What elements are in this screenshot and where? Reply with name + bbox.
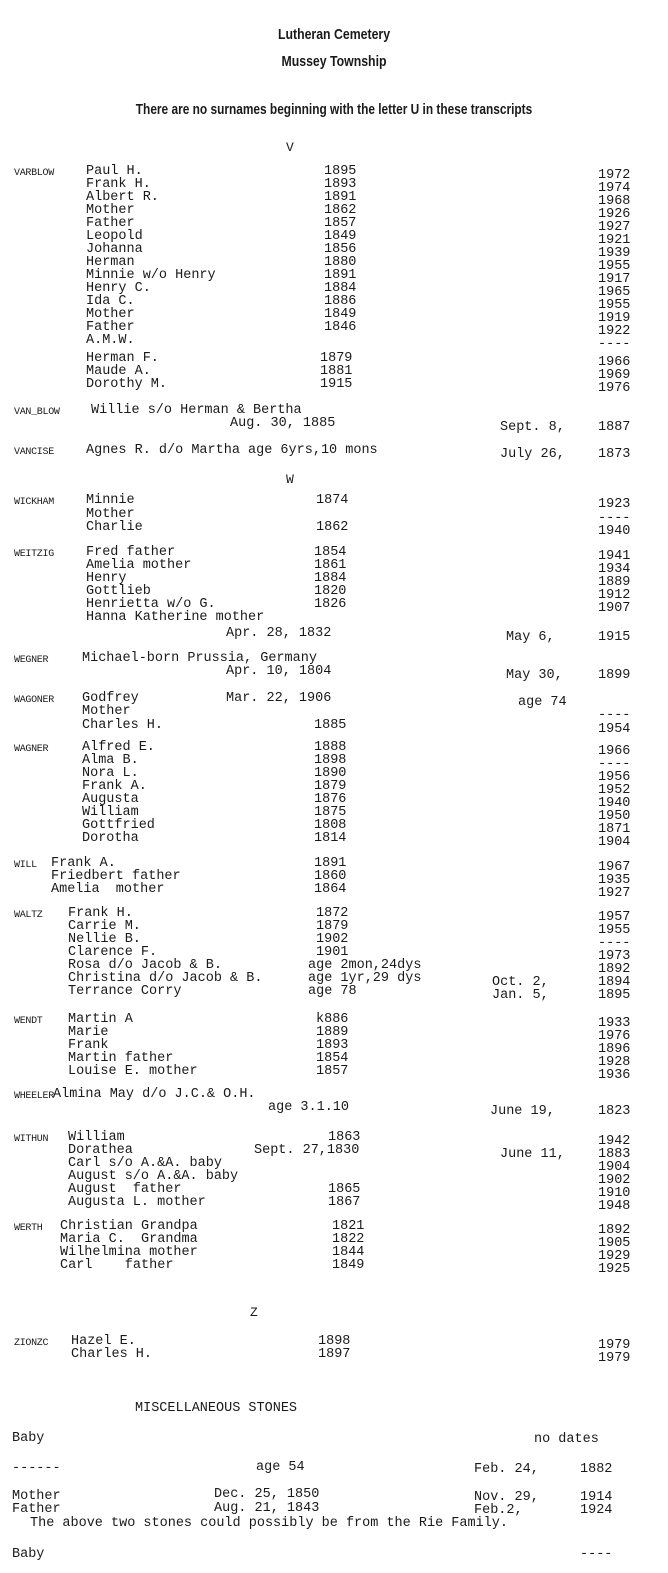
death-date: age 74	[518, 695, 567, 710]
birth-date: 1898	[318, 1334, 351, 1349]
birth-date: 1879	[316, 919, 349, 934]
person-name: Herman F.	[86, 351, 159, 366]
surname: WITHUN	[14, 1134, 49, 1145]
death-year: 1905	[598, 1236, 631, 1251]
death-year: 1929	[598, 1249, 631, 1264]
death-year: 1955	[598, 923, 631, 938]
person-name: Albert R.	[86, 190, 159, 205]
misc-heading: MISCELLANEOUS STONES	[135, 1401, 298, 1416]
person-name: Gottfried	[82, 818, 155, 833]
birth-date: 1826	[314, 597, 347, 612]
person-name: William	[82, 805, 139, 820]
death-year: 1954	[598, 722, 631, 737]
death-year: 1966	[598, 744, 631, 759]
misc-mother-birth: Dec. 25, 1850	[214, 1487, 320, 1502]
person-name: Carrie M.	[68, 919, 141, 934]
death-date: May 30,	[506, 668, 563, 683]
birth-date: 1849	[324, 229, 357, 244]
death-year: 1871	[598, 822, 631, 837]
misc-father-deathdate: Feb.2,	[474, 1503, 523, 1518]
birth-date: age 2mon,24dys	[308, 958, 422, 973]
person-name: Mother	[86, 203, 135, 218]
birth-date: 1902	[316, 932, 349, 947]
birth-date: 1867	[328, 1195, 361, 1210]
birth-date: 1821	[332, 1219, 365, 1234]
birth-date: 1897	[318, 1347, 351, 1362]
death-date: Sept. 8,	[500, 420, 565, 435]
death-year: 1957	[598, 910, 631, 925]
person-name: Agnes R. d/o Martha age 6yrs,10 mons	[86, 443, 378, 458]
person-name: Almina May d/o J.C.& O.H.	[53, 1087, 256, 1102]
death-year: 1919	[598, 311, 631, 326]
misc-mother-year: 1914	[580, 1490, 613, 1505]
surname: WERTH	[14, 1223, 43, 1234]
death-year: 1887	[598, 420, 631, 435]
death-year: 1968	[598, 194, 631, 209]
misc-age: age 54	[256, 1460, 305, 1475]
birth-date: Aug. 30, 1885	[230, 416, 336, 431]
person-name: Marie	[68, 1025, 109, 1040]
death-year: 1948	[598, 1199, 631, 1214]
death-year: 1979	[598, 1338, 631, 1353]
person-name: Maude A.	[86, 364, 151, 379]
birth-date: 1890	[314, 766, 347, 781]
death-year: 1935	[598, 873, 631, 888]
document-title: Lutheran Cemetery	[277, 26, 391, 43]
death-date: June 19,	[490, 1104, 555, 1119]
surname: WEITZIG	[14, 549, 54, 560]
birth-date: 1881	[320, 364, 353, 379]
birth-date: 1857	[316, 1064, 349, 1079]
death-year: 1933	[598, 1016, 631, 1031]
surname: WAGONER	[14, 695, 54, 706]
person-name: Terrance Corry	[68, 984, 182, 999]
person-name: Alma B.	[82, 753, 139, 768]
death-year: 1976	[598, 381, 631, 396]
person-name: Christian Grandpa	[60, 1219, 198, 1234]
person-name: Frank H.	[86, 177, 151, 192]
surname: WENDT	[14, 1016, 43, 1027]
death-year: 1967	[598, 860, 631, 875]
birth-date: 1856	[324, 242, 357, 257]
death-year: 1950	[598, 809, 631, 824]
person-name: Henry C.	[86, 281, 151, 296]
person-name: Rosa d/o Jacob & B.	[68, 958, 222, 973]
birth-date: 1901	[316, 945, 349, 960]
misc-feb-year: 1882	[580, 1462, 613, 1477]
birth-date: 1891	[324, 190, 357, 205]
person-name: Frank	[68, 1038, 109, 1053]
birth-date: 1879	[314, 779, 347, 794]
birth-date: 1884	[314, 571, 347, 586]
person-name: Carl father	[60, 1258, 174, 1273]
person-name: Godfrey	[82, 691, 139, 706]
person-name: Michael-born Prussia, Germany	[82, 651, 317, 666]
birth-date: 1875	[314, 805, 347, 820]
death-year: 1902	[598, 1173, 631, 1188]
person-name: Nora L.	[82, 766, 139, 781]
person-name: Henrietta w/o G.	[86, 597, 216, 612]
death-year: 1939	[598, 246, 631, 261]
person-name: William	[68, 1130, 125, 1145]
person-name: Frank A.	[82, 779, 147, 794]
person-name: Wilhelmina mother	[60, 1245, 198, 1260]
person-name: Henry	[86, 571, 127, 586]
misc-feb: Feb. 24,	[474, 1462, 539, 1477]
misc-no-dates: no dates	[534, 1432, 599, 1447]
person-name: Dorothy M.	[86, 377, 168, 392]
birth-date: 1879	[320, 351, 353, 366]
person-name: Charles H.	[71, 1347, 153, 1362]
death-year: 1873	[598, 447, 631, 462]
birth-date: 1860	[314, 869, 347, 884]
birth-date: 1857	[324, 216, 357, 231]
death-year: 1969	[598, 368, 631, 383]
birth-date: 1814	[314, 831, 347, 846]
section-letter-z: Z	[250, 1305, 258, 1320]
header-note: There are no surnames beginning with the letter U in these transcripts	[135, 102, 533, 118]
birth-date: 1872	[316, 906, 349, 921]
surname: WEGNER	[14, 655, 49, 666]
birth-date: 1888	[314, 740, 347, 755]
birth-date: 1846	[324, 320, 357, 335]
death-year: ----	[598, 757, 631, 772]
death-year: 1904	[598, 835, 631, 850]
death-date: June 11,	[500, 1147, 565, 1162]
death-year: 1955	[598, 259, 631, 274]
birth-date: 1808	[314, 818, 347, 833]
death-year: 1915	[598, 630, 631, 645]
surname: ZIONZC	[14, 1338, 49, 1349]
surname: VANCISE	[14, 447, 54, 458]
misc-baby-2: Baby	[12, 1547, 45, 1562]
person-name: Minnie	[86, 493, 135, 508]
birth-date: 1884	[324, 281, 357, 296]
birth-date: 1854	[316, 1051, 349, 1066]
person-name: Alfred E.	[82, 740, 155, 755]
person-name: Maria C. Grandma	[60, 1232, 198, 1247]
person-name: Charlie	[86, 520, 143, 535]
death-year: 1917	[598, 272, 631, 287]
section-letter-v: V	[286, 140, 294, 155]
death-year: 1940	[598, 524, 631, 539]
birth-date: 1891	[314, 856, 347, 871]
birth-date: age 1yr,29 dys	[308, 971, 422, 986]
surname: VARBLOW	[14, 168, 54, 179]
birth-date: Apr. 28, 1832	[226, 626, 332, 641]
person-name: August father	[68, 1182, 182, 1197]
death-year: 1940	[598, 796, 631, 811]
person-name: Amelia mother	[86, 558, 192, 573]
birth-date: 1891	[324, 268, 357, 283]
death-year: 1823	[598, 1104, 631, 1119]
death-date: May 6,	[506, 630, 555, 645]
death-year: 1965	[598, 285, 631, 300]
person-name: Nellie B.	[68, 932, 141, 947]
birth-date: 1889	[316, 1025, 349, 1040]
person-name: Augusta L. mother	[68, 1195, 206, 1210]
surname: VAN_BLOW	[14, 407, 60, 418]
death-year: 1934	[598, 562, 631, 577]
death-year: 1941	[598, 549, 631, 564]
person-name: A.M.W.	[86, 333, 135, 348]
death-year: 1922	[598, 324, 631, 339]
death-year: 1936	[598, 1068, 631, 1083]
death-year: 1895	[598, 988, 631, 1003]
misc-dashes: ------	[12, 1461, 61, 1476]
person-name: Dorathea	[68, 1143, 133, 1158]
misc-mother-deathdate: Nov. 29,	[474, 1490, 539, 1505]
birth-date: 1880	[324, 255, 357, 270]
death-year: 1973	[598, 949, 631, 964]
person-name: Hazel E.	[71, 1334, 136, 1349]
death-year: 1952	[598, 783, 631, 798]
death-year: 1894	[598, 975, 631, 990]
death-year: 1912	[598, 588, 631, 603]
birth-date: 1863	[328, 1130, 361, 1145]
birth-date: k886	[316, 1012, 349, 1027]
death-year: 1899	[598, 668, 631, 683]
death-year: 1892	[598, 1223, 631, 1238]
death-year: 1966	[598, 355, 631, 370]
death-date: Oct. 2,	[492, 975, 549, 990]
person-name: Fred father	[86, 545, 176, 560]
person-name: Herman	[86, 255, 135, 270]
birth-date: 1864	[314, 882, 347, 897]
person-name: Augusta	[82, 792, 139, 807]
birth-date: 1849	[324, 307, 357, 322]
person-name: Johanna	[86, 242, 143, 257]
death-year: 1974	[598, 181, 631, 196]
misc-baby-1: Baby	[12, 1431, 45, 1446]
birth-date: 1895	[324, 164, 357, 179]
death-year: 1972	[598, 168, 631, 183]
death-year: 1892	[598, 962, 631, 977]
birth-date: 1854	[314, 545, 347, 560]
death-year: ----	[598, 337, 631, 352]
person-name: Frank H.	[68, 906, 133, 921]
death-year: 1896	[598, 1042, 631, 1057]
death-date: Jan. 5,	[492, 988, 549, 1003]
birth-date: 1885	[314, 718, 347, 733]
birth-date: 1898	[314, 753, 347, 768]
person-name: Ida C.	[86, 294, 135, 309]
person-name: Father	[86, 320, 135, 335]
death-year: 1925	[598, 1262, 631, 1277]
death-year: 1927	[598, 886, 631, 901]
birth-date: age 3.1.10	[268, 1100, 350, 1115]
person-name: Christina d/o Jacob & B.	[68, 971, 263, 986]
person-name: Willie s/o Herman & Bertha	[91, 403, 302, 418]
surname: WALTZ	[14, 910, 43, 921]
birth-date: 1849	[332, 1258, 365, 1273]
birth-date: 1915	[320, 377, 353, 392]
birth-date: Sept. 27,1830	[254, 1143, 360, 1158]
document-subtitle: Mussey Township	[281, 53, 387, 70]
misc-father-year: 1924	[580, 1503, 613, 1518]
surname: WAGNER	[14, 744, 49, 755]
death-year: 1955	[598, 298, 631, 313]
person-name: Leopold	[86, 229, 143, 244]
surname: WHEELER	[14, 1091, 54, 1102]
birth-date: 1893	[316, 1038, 349, 1053]
birth-date: 1820	[314, 584, 347, 599]
misc-father: Father	[12, 1502, 61, 1517]
person-name: August s/o A.&A. baby	[68, 1169, 239, 1184]
section-letter-w: W	[286, 472, 294, 487]
person-name: Charles H.	[82, 718, 164, 733]
person-name: Dorotha	[82, 831, 139, 846]
misc-note: The above two stones could possibly be from the Rie Family.	[30, 1516, 508, 1531]
death-year: 1928	[598, 1055, 631, 1070]
birth-date: 1862	[316, 520, 349, 535]
birth-date: 1862	[324, 203, 357, 218]
birth-date: 1844	[332, 1245, 365, 1260]
person-name: Hanna Katherine mother	[86, 610, 265, 625]
misc-mother: Mother	[12, 1489, 61, 1504]
person-name: Gottlieb	[86, 584, 151, 599]
person-name: Friedbert father	[51, 869, 181, 884]
person-name: Mother	[86, 507, 135, 522]
person-name: Father	[86, 216, 135, 231]
death-year: 1883	[598, 1147, 631, 1162]
birth-date: 1886	[324, 294, 357, 309]
birth-date: 1876	[314, 792, 347, 807]
death-year: 1910	[598, 1186, 631, 1201]
death-year: ----	[598, 936, 631, 951]
person-name: Clarence F.	[68, 945, 158, 960]
person-name: Minnie w/o Henry	[86, 268, 216, 283]
person-name: Amelia mother	[51, 882, 165, 897]
person-name: Mother	[86, 307, 135, 322]
death-year: 1927	[598, 220, 631, 235]
birth-date: Apr. 10, 1804	[226, 664, 332, 679]
person-name: Louise E. mother	[68, 1064, 198, 1079]
person-name: Martin A	[68, 1012, 133, 1027]
death-year: 1904	[598, 1160, 631, 1175]
person-name: Frank A.	[51, 856, 116, 871]
birth-date: 1893	[324, 177, 357, 192]
misc-baby-2-year: ----	[580, 1547, 613, 1562]
death-year: 1942	[598, 1134, 631, 1149]
surname: WICKHAM	[14, 497, 54, 508]
death-year: 1923	[598, 497, 631, 512]
death-year: 1889	[598, 575, 631, 590]
birth-date: 1874	[316, 493, 349, 508]
misc-father-birth: Aug. 21, 1843	[214, 1501, 320, 1516]
death-year: 1956	[598, 770, 631, 785]
death-year: 1979	[598, 1351, 631, 1366]
person-name: Paul H.	[86, 164, 143, 179]
birth-date: 1822	[332, 1232, 365, 1247]
death-date: July 26,	[500, 447, 565, 462]
death-year: 1976	[598, 1029, 631, 1044]
death-year: 1907	[598, 601, 631, 616]
person-name: Mother	[82, 704, 131, 719]
birth-date: Mar. 22, 1906	[226, 691, 332, 706]
birth-date: 1861	[314, 558, 347, 573]
birth-date: 1865	[328, 1182, 361, 1197]
death-year: ----	[598, 511, 631, 526]
death-year: 1921	[598, 233, 631, 248]
death-year: ----	[598, 708, 631, 723]
person-name: Martin father	[68, 1051, 174, 1066]
person-name: Carl s/o A.&A. baby	[68, 1156, 222, 1171]
death-year: 1926	[598, 207, 631, 222]
surname: WILL	[14, 860, 37, 871]
birth-date: age 78	[308, 984, 357, 999]
